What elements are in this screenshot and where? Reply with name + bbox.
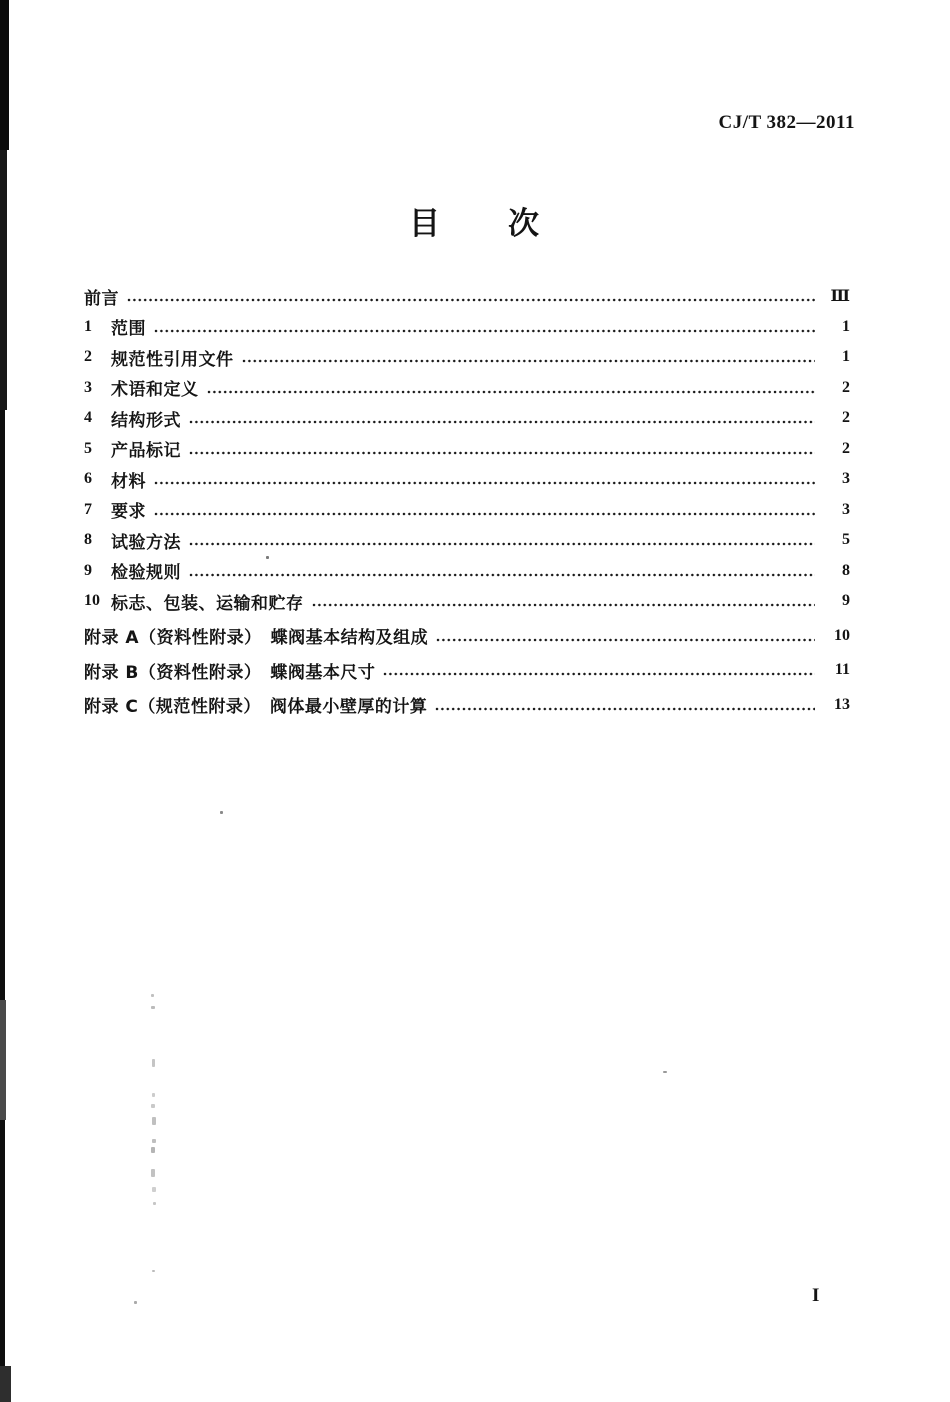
toc-entry-number: 7 <box>84 500 92 518</box>
scan-speck <box>266 556 269 559</box>
dot-leader <box>189 451 815 455</box>
scan-speck <box>152 1187 156 1192</box>
standard-code: CJ/T 382—2011 <box>718 112 855 133</box>
toc-entry-page: 2 <box>842 439 850 457</box>
toc-entry <box>84 586 850 617</box>
toc-entry-label: 附录 C（规范性附录） 阀体最小壁厚的计算 <box>84 697 428 718</box>
toc-entry-number: 2 <box>84 348 92 366</box>
toc-entry <box>84 373 850 404</box>
toc-entry-label: 附录 A（资料性附录） 蝶阀基本结构及组成 <box>84 628 429 649</box>
scan-speck <box>153 1202 156 1205</box>
toc-entry-page: 3 <box>842 470 850 488</box>
dot-leader <box>383 672 815 676</box>
scan-speck <box>151 1147 155 1153</box>
toc-entry-page: 8 <box>842 561 850 579</box>
scan-speck <box>152 1139 156 1143</box>
dot-leader <box>154 329 815 333</box>
toc-entry-label: 术语和定义 <box>111 380 199 401</box>
scan-edge-band-mid <box>0 150 7 410</box>
dot-leader <box>127 298 815 302</box>
dot-leader <box>312 603 816 607</box>
toc-entry <box>84 525 850 556</box>
scan-speck <box>151 994 154 997</box>
toc-entry-page: 9 <box>842 592 850 610</box>
toc-entry-number: 8 <box>84 531 92 549</box>
dot-leader <box>189 573 815 577</box>
toc-entry-page: 5 <box>842 531 850 549</box>
toc-entry-page: 1 <box>842 348 850 366</box>
scan-speck <box>152 1059 155 1067</box>
dot-leader <box>207 390 816 394</box>
toc-entry-label: 要求 <box>111 502 146 523</box>
dot-leader <box>242 359 816 363</box>
toc-entry <box>84 690 850 721</box>
toc-entry-label: 试验方法 <box>111 532 181 553</box>
toc-entry <box>84 403 850 434</box>
dot-leader <box>189 542 815 546</box>
scan-speck <box>152 1270 155 1272</box>
scan-speck <box>151 1169 155 1177</box>
toc-entry <box>84 655 850 686</box>
toc-entry-label: 范围 <box>111 319 146 340</box>
toc-entry-label: 标志、包装、运输和贮存 <box>111 593 304 614</box>
toc-entry-page: 1 <box>842 317 850 335</box>
toc-list <box>84 281 850 720</box>
toc-entry-number: 3 <box>84 378 92 396</box>
toc-entry-label: 附录 B（资料性附录） 蝶阀基本尺寸 <box>84 662 376 683</box>
scan-speck <box>152 1117 156 1125</box>
toc-entry <box>84 464 850 495</box>
dot-leader <box>189 420 815 424</box>
scan-edge-band-bottom <box>0 1366 11 1402</box>
toc-entry-number: 10 <box>84 592 100 610</box>
toc-entry-page: 2 <box>842 409 850 427</box>
scan-edge-band-top <box>0 0 9 150</box>
footer-page-number: I <box>812 1285 820 1306</box>
dot-leader <box>154 481 815 485</box>
page-title: 目 次 <box>409 206 541 242</box>
toc-entry <box>84 621 850 652</box>
toc-entry-label: 结构形式 <box>111 410 181 431</box>
scan-speck <box>151 1006 155 1009</box>
toc-entry-number: 5 <box>84 439 92 457</box>
toc-entry <box>84 556 850 587</box>
toc-entry <box>84 312 850 343</box>
toc-entry <box>84 495 850 526</box>
scan-speck <box>663 1071 667 1073</box>
scan-speck <box>134 1301 137 1304</box>
toc-entry-number: 9 <box>84 561 92 579</box>
dot-leader <box>154 512 815 516</box>
scan-speck <box>151 1104 155 1108</box>
toc-entry <box>84 281 850 312</box>
toc-entry-page: 2 <box>842 378 850 396</box>
toc-entry-label: 前言 <box>84 288 119 309</box>
toc-entry-label: 检验规则 <box>111 563 181 584</box>
toc-entry <box>84 434 850 465</box>
toc-entry-page: Ⅲ <box>830 288 850 306</box>
dot-leader <box>435 707 815 711</box>
scan-speck <box>220 811 223 814</box>
toc-entry-page: 11 <box>834 661 850 679</box>
toc-entry <box>84 342 850 373</box>
scan-edge-band-low <box>0 1000 6 1120</box>
toc-entry-label: 材料 <box>111 471 146 492</box>
scan-speck <box>152 1093 155 1097</box>
toc-entry-page: 10 <box>834 626 850 644</box>
toc-entry-label: 规范性引用文件 <box>111 349 234 370</box>
toc-entry-page: 3 <box>842 500 850 518</box>
toc-entry-label: 产品标记 <box>111 441 181 462</box>
dot-leader <box>436 638 815 642</box>
toc-entry-number: 6 <box>84 470 92 488</box>
toc-entry-page: 13 <box>834 695 850 713</box>
toc-entry-number: 1 <box>84 317 92 335</box>
toc-entry-number: 4 <box>84 409 92 427</box>
